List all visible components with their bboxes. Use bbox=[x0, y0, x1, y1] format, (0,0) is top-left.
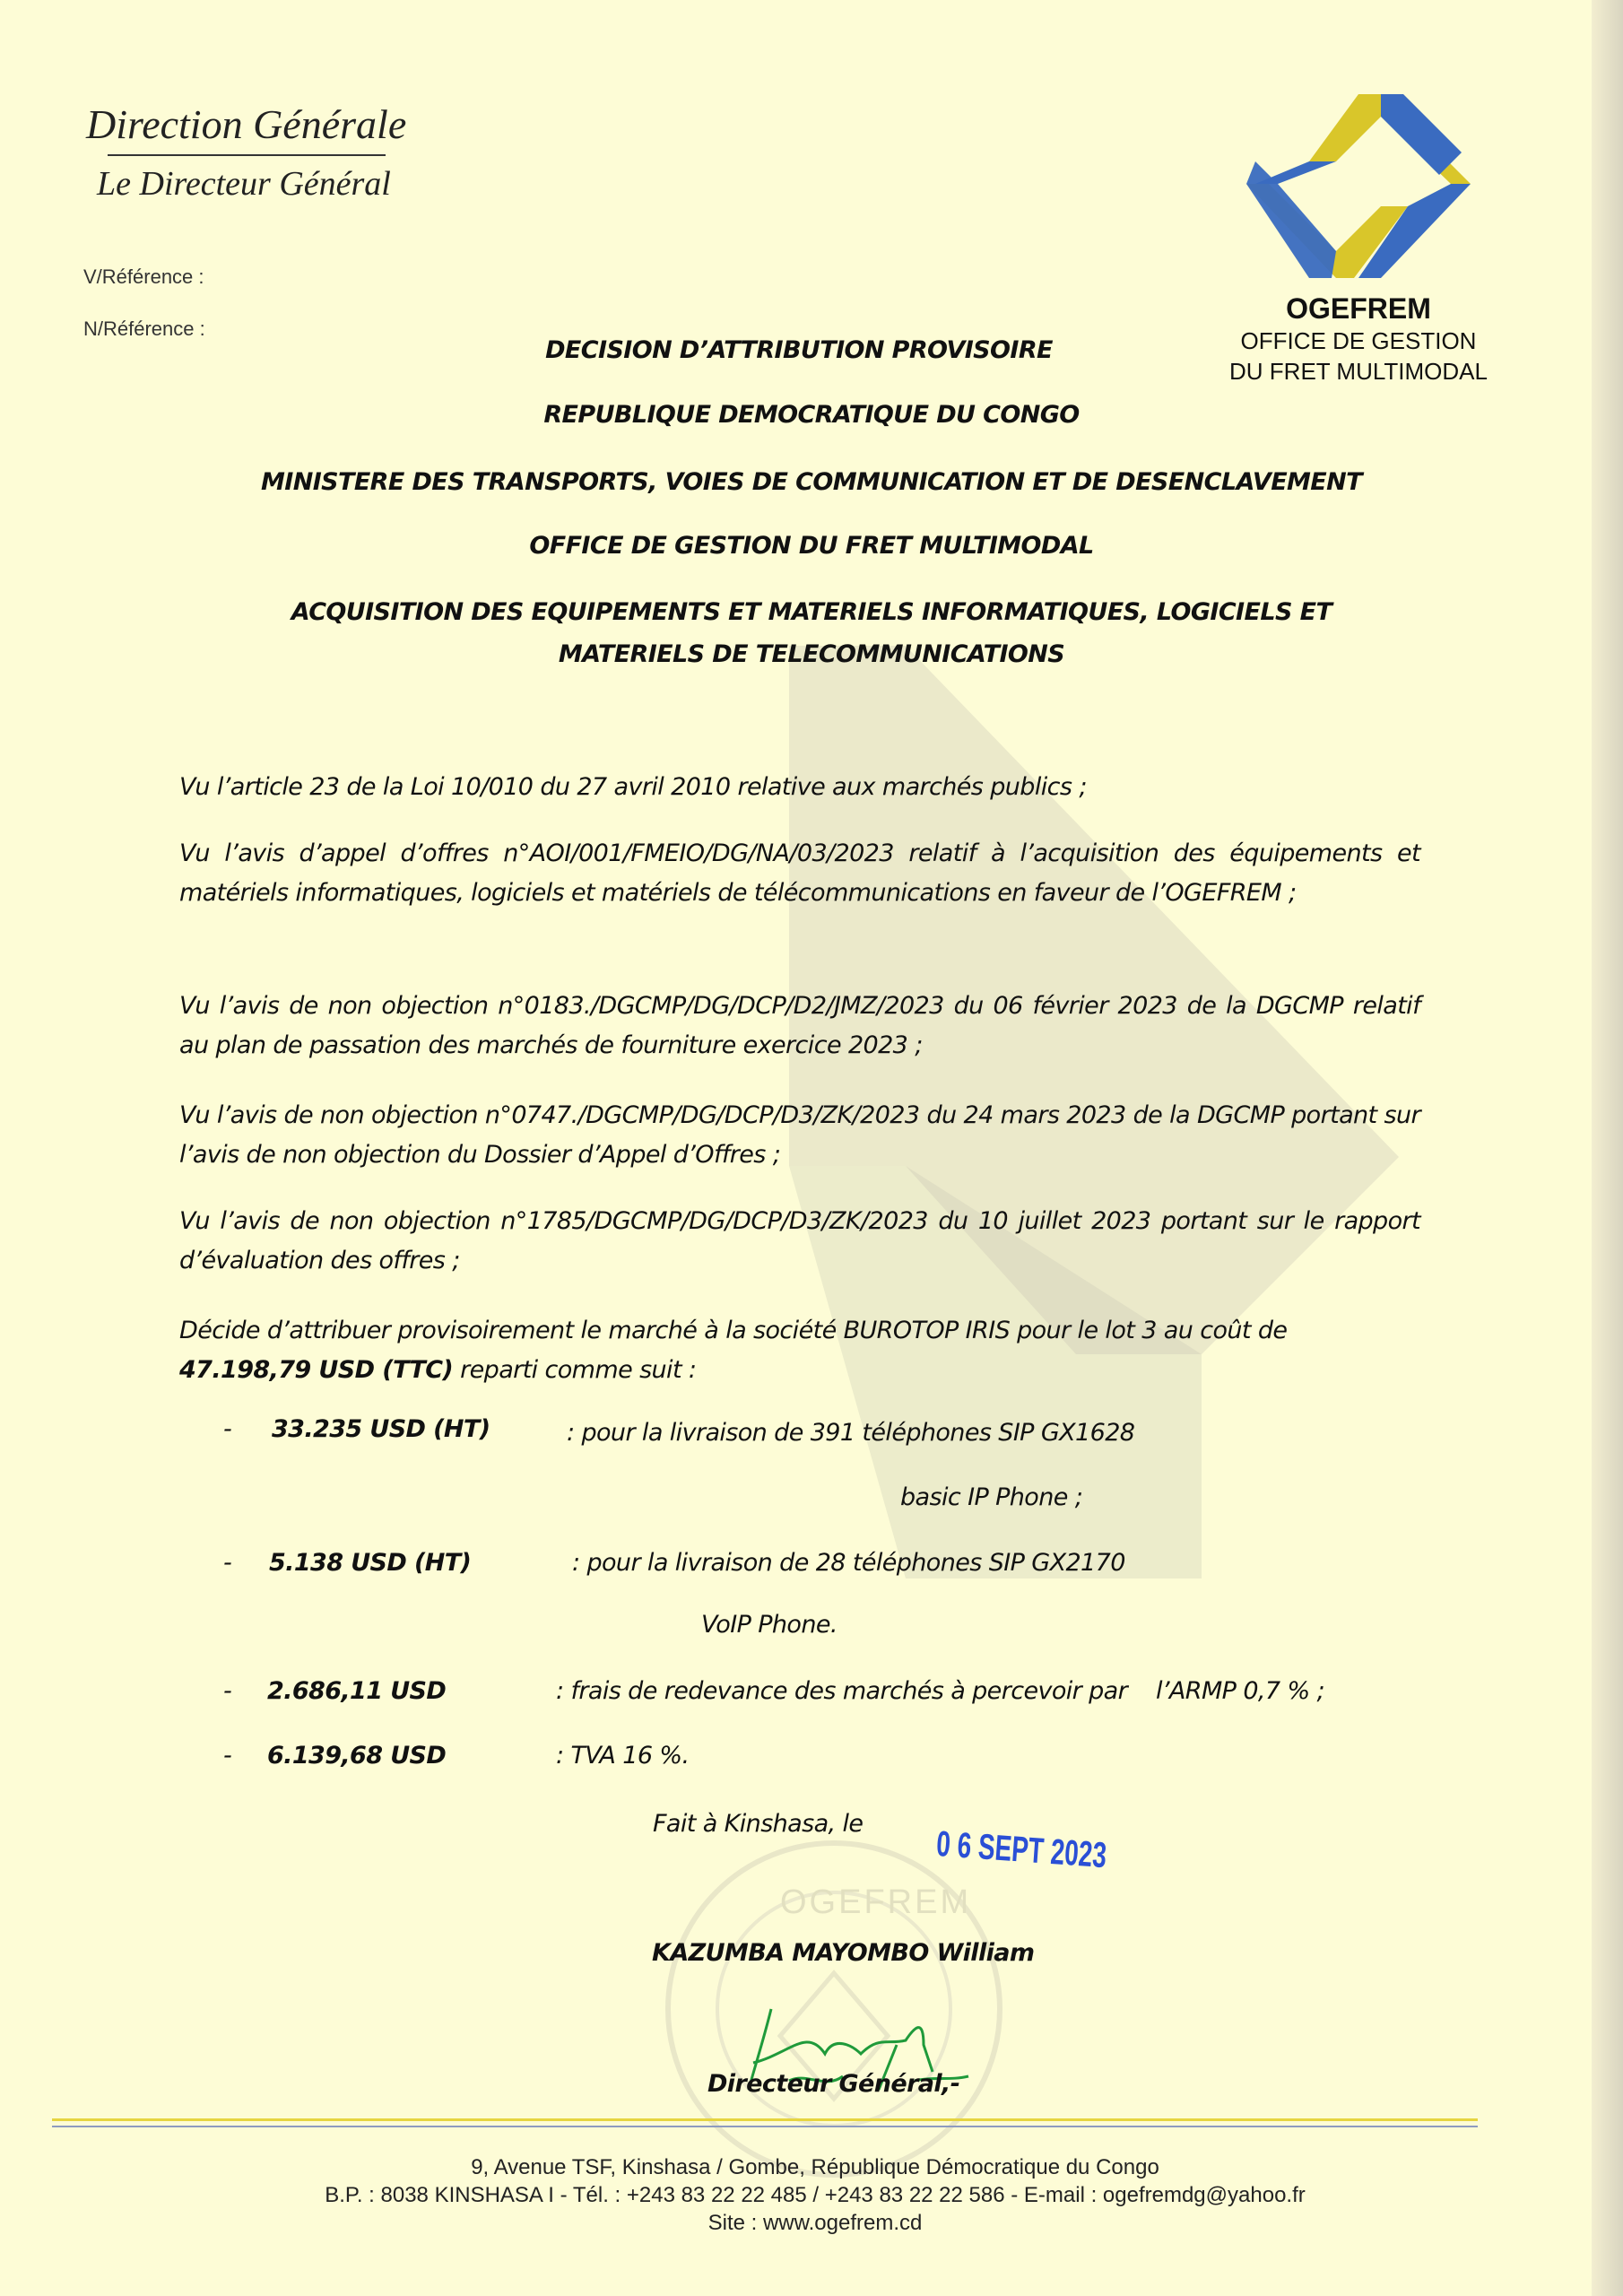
v-reference: V/Référence : bbox=[83, 265, 204, 288]
footer-contact: B.P. : 8038 KINSHASA I - Tél. : +243 83 22 22 485 / +243 83 22 22 586 - E-mail : ogefremdg@yahoo.fr bbox=[325, 2183, 1306, 2207]
paragraph-non-objection-0183: Vu l’avis de non objection n°0183./DGCMP/DG/DCP/D2/JMZ/2023 du 06 février 2023 de la DGCMP relatif au plan de passation des marchés de fourniture exercice 2023 ; bbox=[179, 992, 1420, 1059]
title-acquisition-1: ACQUISITION DES EQUIPEMENTS ET MATERIELS INFORMATIQUES, LOGICIELS ET bbox=[291, 598, 1332, 626]
logo-name: OGEFREM bbox=[1286, 292, 1431, 325]
footer-site: Site : www.ogefrem.cd bbox=[707, 2211, 923, 2235]
footer-address: 9, Avenue TSF, Kinshasa / Gombe, République Démocratique du Congo bbox=[471, 2155, 1159, 2179]
title-ministere: MINISTERE DES TRANSPORTS, VOIES DE COMMUNICATION ET DE DESENCLAVEMENT bbox=[261, 468, 1362, 496]
decision-suffix: reparti comme suit : bbox=[453, 1356, 697, 1384]
signatory-name: KAZUMBA MAYOMBO William bbox=[652, 1939, 1035, 1967]
paragraph-appel-offres: Vu l’avis d’appel d’offres n°AOI/001/FMEIO/DG/NA/03/2023 relatif à l’acquisition des équipements et matériels informatiques, logiciels et matériels de télécommunications en faveur de l’OGEFREM ; bbox=[179, 839, 1420, 907]
footer-divider-blue bbox=[52, 2126, 1478, 2127]
paragraph-non-objection-1785: Vu l’avis de non objection n°1785/DGCMP/DG/DCP/D3/ZK/2023 du 10 juillet 2023 portant sur le rapport d’évaluation des offres ; bbox=[179, 1207, 1420, 1274]
seal-text: OGEFREM bbox=[780, 1883, 972, 1921]
item-amount: 2.686,11 USD bbox=[267, 1677, 447, 1705]
directeur-general-label: Le Directeur Général bbox=[97, 165, 391, 203]
ogefrem-logo-icon bbox=[1246, 90, 1471, 283]
header-divider bbox=[108, 154, 386, 156]
title-republique: REPUBLIQUE DEMOCRATIQUE DU CONGO bbox=[543, 401, 1080, 429]
paragraph-decision bbox=[179, 1311, 1420, 1390]
title-office: OFFICE DE GESTION DU FRET MULTIMODAL bbox=[529, 532, 1094, 560]
item-desc: : pour la livraison de 28 téléphones SIP GX2170 bbox=[572, 1549, 1125, 1577]
item-desc-cont: basic IP Phone ; bbox=[900, 1483, 1083, 1511]
item-desc: : frais de redevance des marchés à percevoir par l’ARMP 0,7 % ; bbox=[556, 1677, 1324, 1705]
title-acquisition-2: MATERIELS DE TELECOMMUNICATIONS bbox=[558, 640, 1065, 668]
date-stamp: 0 6 SEPT 2023 bbox=[934, 1824, 1108, 1876]
place-label: Fait à Kinshasa, le bbox=[653, 1810, 864, 1838]
item-amount: 33.235 USD (HT) bbox=[272, 1415, 490, 1443]
decision-text: Décide d’attribuer provisoirement le marché à la société BUROTOP IRIS pour le lot 3 au coût de bbox=[179, 1317, 1288, 1344]
paragraph-loi: Vu l’article 23 de la Loi 10/010 du 27 avril 2010 relative aux marchés publics ; bbox=[179, 773, 1087, 801]
page-edge bbox=[1592, 0, 1623, 2296]
item-amount: 6.139,68 USD bbox=[267, 1742, 447, 1770]
decision-total: 47.198,79 USD (TTC) bbox=[179, 1356, 454, 1384]
item-desc-cont: VoIP Phone. bbox=[701, 1611, 838, 1639]
logo-line2: DU FRET MULTIMODAL bbox=[1229, 358, 1488, 385]
item-dash: - bbox=[223, 1549, 232, 1577]
item-desc: : pour la livraison de 391 téléphones SIP GX1628 bbox=[567, 1419, 1135, 1447]
n-reference: N/Référence : bbox=[83, 317, 205, 340]
logo-line1: OFFICE DE GESTION bbox=[1240, 327, 1477, 354]
direction-generale: Direction Générale bbox=[86, 101, 407, 147]
item-dash: - bbox=[223, 1742, 232, 1770]
signatory-role: Directeur Général,- bbox=[707, 2070, 960, 2098]
item-dash: - bbox=[223, 1415, 232, 1443]
item-amount: 5.138 USD (HT) bbox=[269, 1549, 472, 1577]
paragraph-non-objection-0747: Vu l’avis de non objection n°0747./DGCMP/DG/DCP/D3/ZK/2023 du 24 mars 2023 de la DGCMP portant sur l’avis de non objection du Dossier d’Appel d’Offres ; bbox=[179, 1101, 1420, 1169]
item-desc: : TVA 16 %. bbox=[556, 1742, 690, 1770]
footer-divider-yellow bbox=[52, 2118, 1478, 2121]
item-dash: - bbox=[223, 1677, 232, 1705]
title-decision: DECISION D’ATTRIBUTION PROVISOIRE bbox=[545, 336, 1053, 364]
